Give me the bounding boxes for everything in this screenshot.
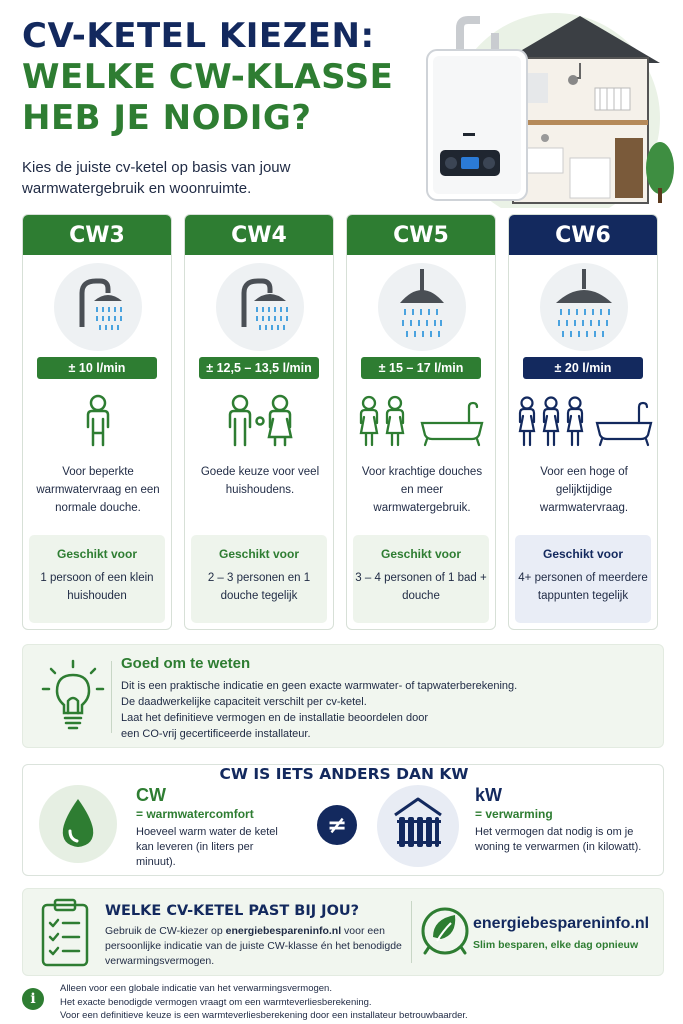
checklist-icon <box>37 897 93 969</box>
suitable-for-box <box>191 535 327 623</box>
brand-name: energiebespareninfo.nl <box>473 915 650 932</box>
cw-vs-kw-box <box>22 764 664 876</box>
card-description: Voor een hoge of gelijktijdige warmwatervraag. <box>539 466 629 514</box>
card-description: Voor krachtige douches en meer warmwatergebruik. <box>361 466 483 514</box>
suitable-text: 4+ personen of meerdere tappunten tegelijk <box>518 572 648 602</box>
suitable-text: 2 – 3 personen en 1 douche tegelijk <box>207 572 311 602</box>
title-line-2: WELKE CW-KLASSE <box>22 57 394 97</box>
kw-description: Het vermogen dat nodig is om je woning te verwarmen (in kilowatt). <box>475 826 642 853</box>
which-boiler-box <box>22 888 664 976</box>
not-equal-icon: ≠ <box>317 805 357 845</box>
suitable-for-box <box>29 535 165 623</box>
suitable-label: Geschikt voor <box>380 547 462 561</box>
suitable-text: 3 – 4 personen of 1 bad + douche <box>355 572 487 602</box>
kw-subheading: = verwarming <box>475 807 553 821</box>
water-drop-icon <box>39 785 117 863</box>
title-line-1: CV-KETEL KIEZEN: <box>22 16 375 56</box>
flow-rate-badge: ± 12,5 – 13,5 l/min <box>199 357 319 379</box>
info-line: een CO-vrij gecertificeerde installateur. <box>121 728 311 740</box>
card-cw6-title: CW6 <box>509 215 657 255</box>
suitable-for-box <box>515 535 651 623</box>
two-persons-bath-icon <box>347 393 496 449</box>
cw-subheading: = warmwatercomfort <box>136 807 254 821</box>
card-cw4 <box>184 214 334 630</box>
card-cw4-title: CW4 <box>185 215 333 255</box>
kw-heading: kW <box>475 785 502 805</box>
suitable-label: Geschikt voor <box>542 547 624 561</box>
shower-icon <box>216 263 304 351</box>
info-line: Dit is een praktische indicatie en geen exacte warmwater- of tapwaterberekening. <box>121 680 518 692</box>
info-text <box>121 678 641 742</box>
cw-vs-kw-title <box>23 765 665 785</box>
card-cw5-title: CW5 <box>347 215 495 255</box>
info-line: De daadwerkelijke capaciteit verschilt per cv-ketel. <box>121 696 367 708</box>
which-boiler-title: WELKE CV-KETEL PAST BIJ JOU? <box>105 903 360 919</box>
footnote-line: Het exacte benodigde vermogen vraagt om een warmteverliesberekening. <box>60 996 372 1008</box>
brand-logo-icon <box>419 901 471 961</box>
suitable-for-box <box>353 535 489 623</box>
footnote-line: Alleen voor een globale indicatie van het verwarmingsvermogen. <box>60 983 332 994</box>
good-to-know-box <box>22 644 664 748</box>
tree-icon <box>646 142 674 203</box>
flow-rate-badge: ± 20 l/min <box>523 357 643 379</box>
suitable-label: Geschikt voor <box>56 547 138 561</box>
card-cw5 <box>346 214 496 630</box>
shower-icon <box>54 263 142 351</box>
info-icon: i <box>22 988 44 1010</box>
divider <box>411 901 412 963</box>
single-person-icon <box>23 393 172 449</box>
card-cw6 <box>508 214 658 630</box>
page-subtitle: Kies de juiste cv-ketel op basis van jouw warmwatergebruik en woonruimte. <box>22 159 291 197</box>
card-description: Goede keuze voor veel huishoudens. <box>200 466 320 496</box>
footnote-text <box>60 982 660 1023</box>
card-cw3-title: CW3 <box>23 215 171 255</box>
info-title: Goed om te weten <box>121 655 251 672</box>
cw-class-cards <box>22 214 668 632</box>
card-cw3 <box>22 214 172 630</box>
which-boiler-text <box>105 924 405 969</box>
radiator-icon <box>377 785 459 867</box>
which-text-part: voor een persoonlijke indicatie van de juiste CW-klasse én het benodigde verwarmingsvermogen. <box>105 925 402 967</box>
footnote-line: Voor een definitieve keuze is een warmteverliesberekening door een installateur betrouwbaarder. <box>60 1010 468 1021</box>
two-persons-icon <box>185 393 334 449</box>
brand-tagline: Slim besparen, elke dag opnieuw <box>473 939 639 951</box>
shower-icon <box>378 263 466 351</box>
website-link[interactable]: energiebespareninfo.nl <box>225 925 342 937</box>
suitable-text: 1 persoon of een klein huishouden <box>40 572 154 602</box>
page-title <box>22 16 402 139</box>
boiler-house-illustration <box>405 8 675 208</box>
shower-icon <box>540 263 628 351</box>
cw-heading: CW <box>136 785 166 805</box>
info-line: Laat het definitieve vermogen en de installatie beoordelen door <box>121 712 428 724</box>
suitable-label: Geschikt voor <box>218 547 300 561</box>
cw-vs-kw-title-text: CW IS IETS ANDERS DAN KW <box>210 765 479 783</box>
card-description: Voor beperkte warmwatervraag en een normale douche. <box>36 466 160 514</box>
lightbulb-icon <box>41 657 105 737</box>
three-persons-bath-icon <box>509 393 658 449</box>
cw-description: Hoeveel warm water de ketel kan leveren (in liters per minuut). <box>136 826 278 868</box>
title-line-3: HEB JE NODIG? <box>22 98 312 138</box>
flow-rate-badge: ± 10 l/min <box>37 357 157 379</box>
divider <box>111 661 112 733</box>
flow-rate-badge: ± 15 – 17 l/min <box>361 357 481 379</box>
which-text-part: Gebruik de CW-kiezer op <box>105 925 226 937</box>
